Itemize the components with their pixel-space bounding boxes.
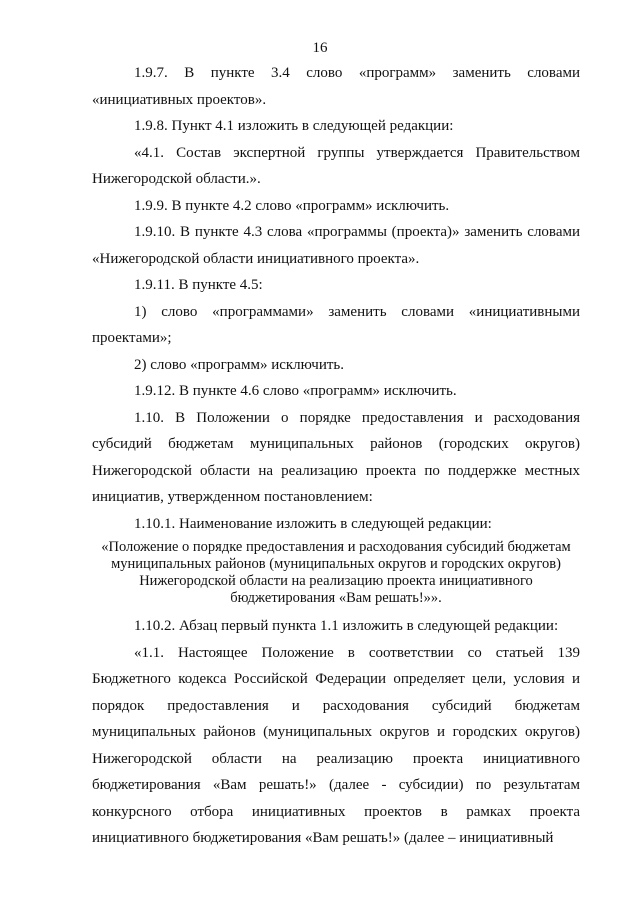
paragraph: 1.9.9. В пункте 4.2 слово «программ» исключить. xyxy=(134,197,450,214)
paragraph: 1.10.1. Наименование изложить в следующей редакции: xyxy=(134,515,492,532)
paragraph: «1.1. Настоящее Положение в соответствии со статьей 139 Бюджетного кодекса Российской Федерации определяет цели, условия и порядок предоставления и расходования субсидий бюджетам муниципальных районов (муниципальных округов и городских округов) Нижегородской области на реализацию проекта инициативного бюджетирования «Вам решать!» (далее - субсидии) по результатам конкурсного отбора инициативных проектов в рамках проекта инициативного бюджетирования «Вам решать!» (далее – инициативный xyxy=(92,644,580,846)
paragraph: 1.9.12. В пункте 4.6 слово «программ» исключить. xyxy=(134,383,457,399)
paragraph: «4.1. Состав экспертной группы утверждается Правительством Нижегородской области.». xyxy=(92,144,580,187)
paragraph: 1.9.8. Пункт 4.1 изложить в следующей редакции: xyxy=(134,118,454,134)
paragraph: 2) слово «программ» исключить. xyxy=(134,356,344,373)
paragraph: 1.10. В Положении о порядке предоставления и расходования субсидий бюджетам муниципальных районов (городских округов) Нижегородской области на реализацию проекта по поддержке местных инициатив, утвержденном постановлением: xyxy=(92,409,580,505)
paragraph: 1) слово «программами» заменить словами «инициативными проектами»; xyxy=(92,303,580,346)
paragraph: 1.9.7. В пункте 3.4 слово «программ» заменить словами «инициативных проектов». xyxy=(92,65,580,108)
page-number: 16 xyxy=(312,40,328,56)
document-body xyxy=(92,60,580,852)
quoted-title: «Положение о порядке предоставления и расходования субсидий бюджетам муниципальных районов (муниципальных округов и городских округов) Нижегородской области на реализацию проекта инициативного бюджетирования «Вам решать!»». xyxy=(101,539,571,606)
paragraph: 1.10.2. Абзац первый пункта 1.1 изложить в следующей редакции: xyxy=(134,618,559,634)
paragraph: 1.9.11. В пункте 4.5: xyxy=(134,277,263,293)
paragraph: 1.9.10. В пункте 4.3 слова «программы (проекта)» заменить словами «Нижегородской области инициативного проекта». xyxy=(92,224,580,267)
